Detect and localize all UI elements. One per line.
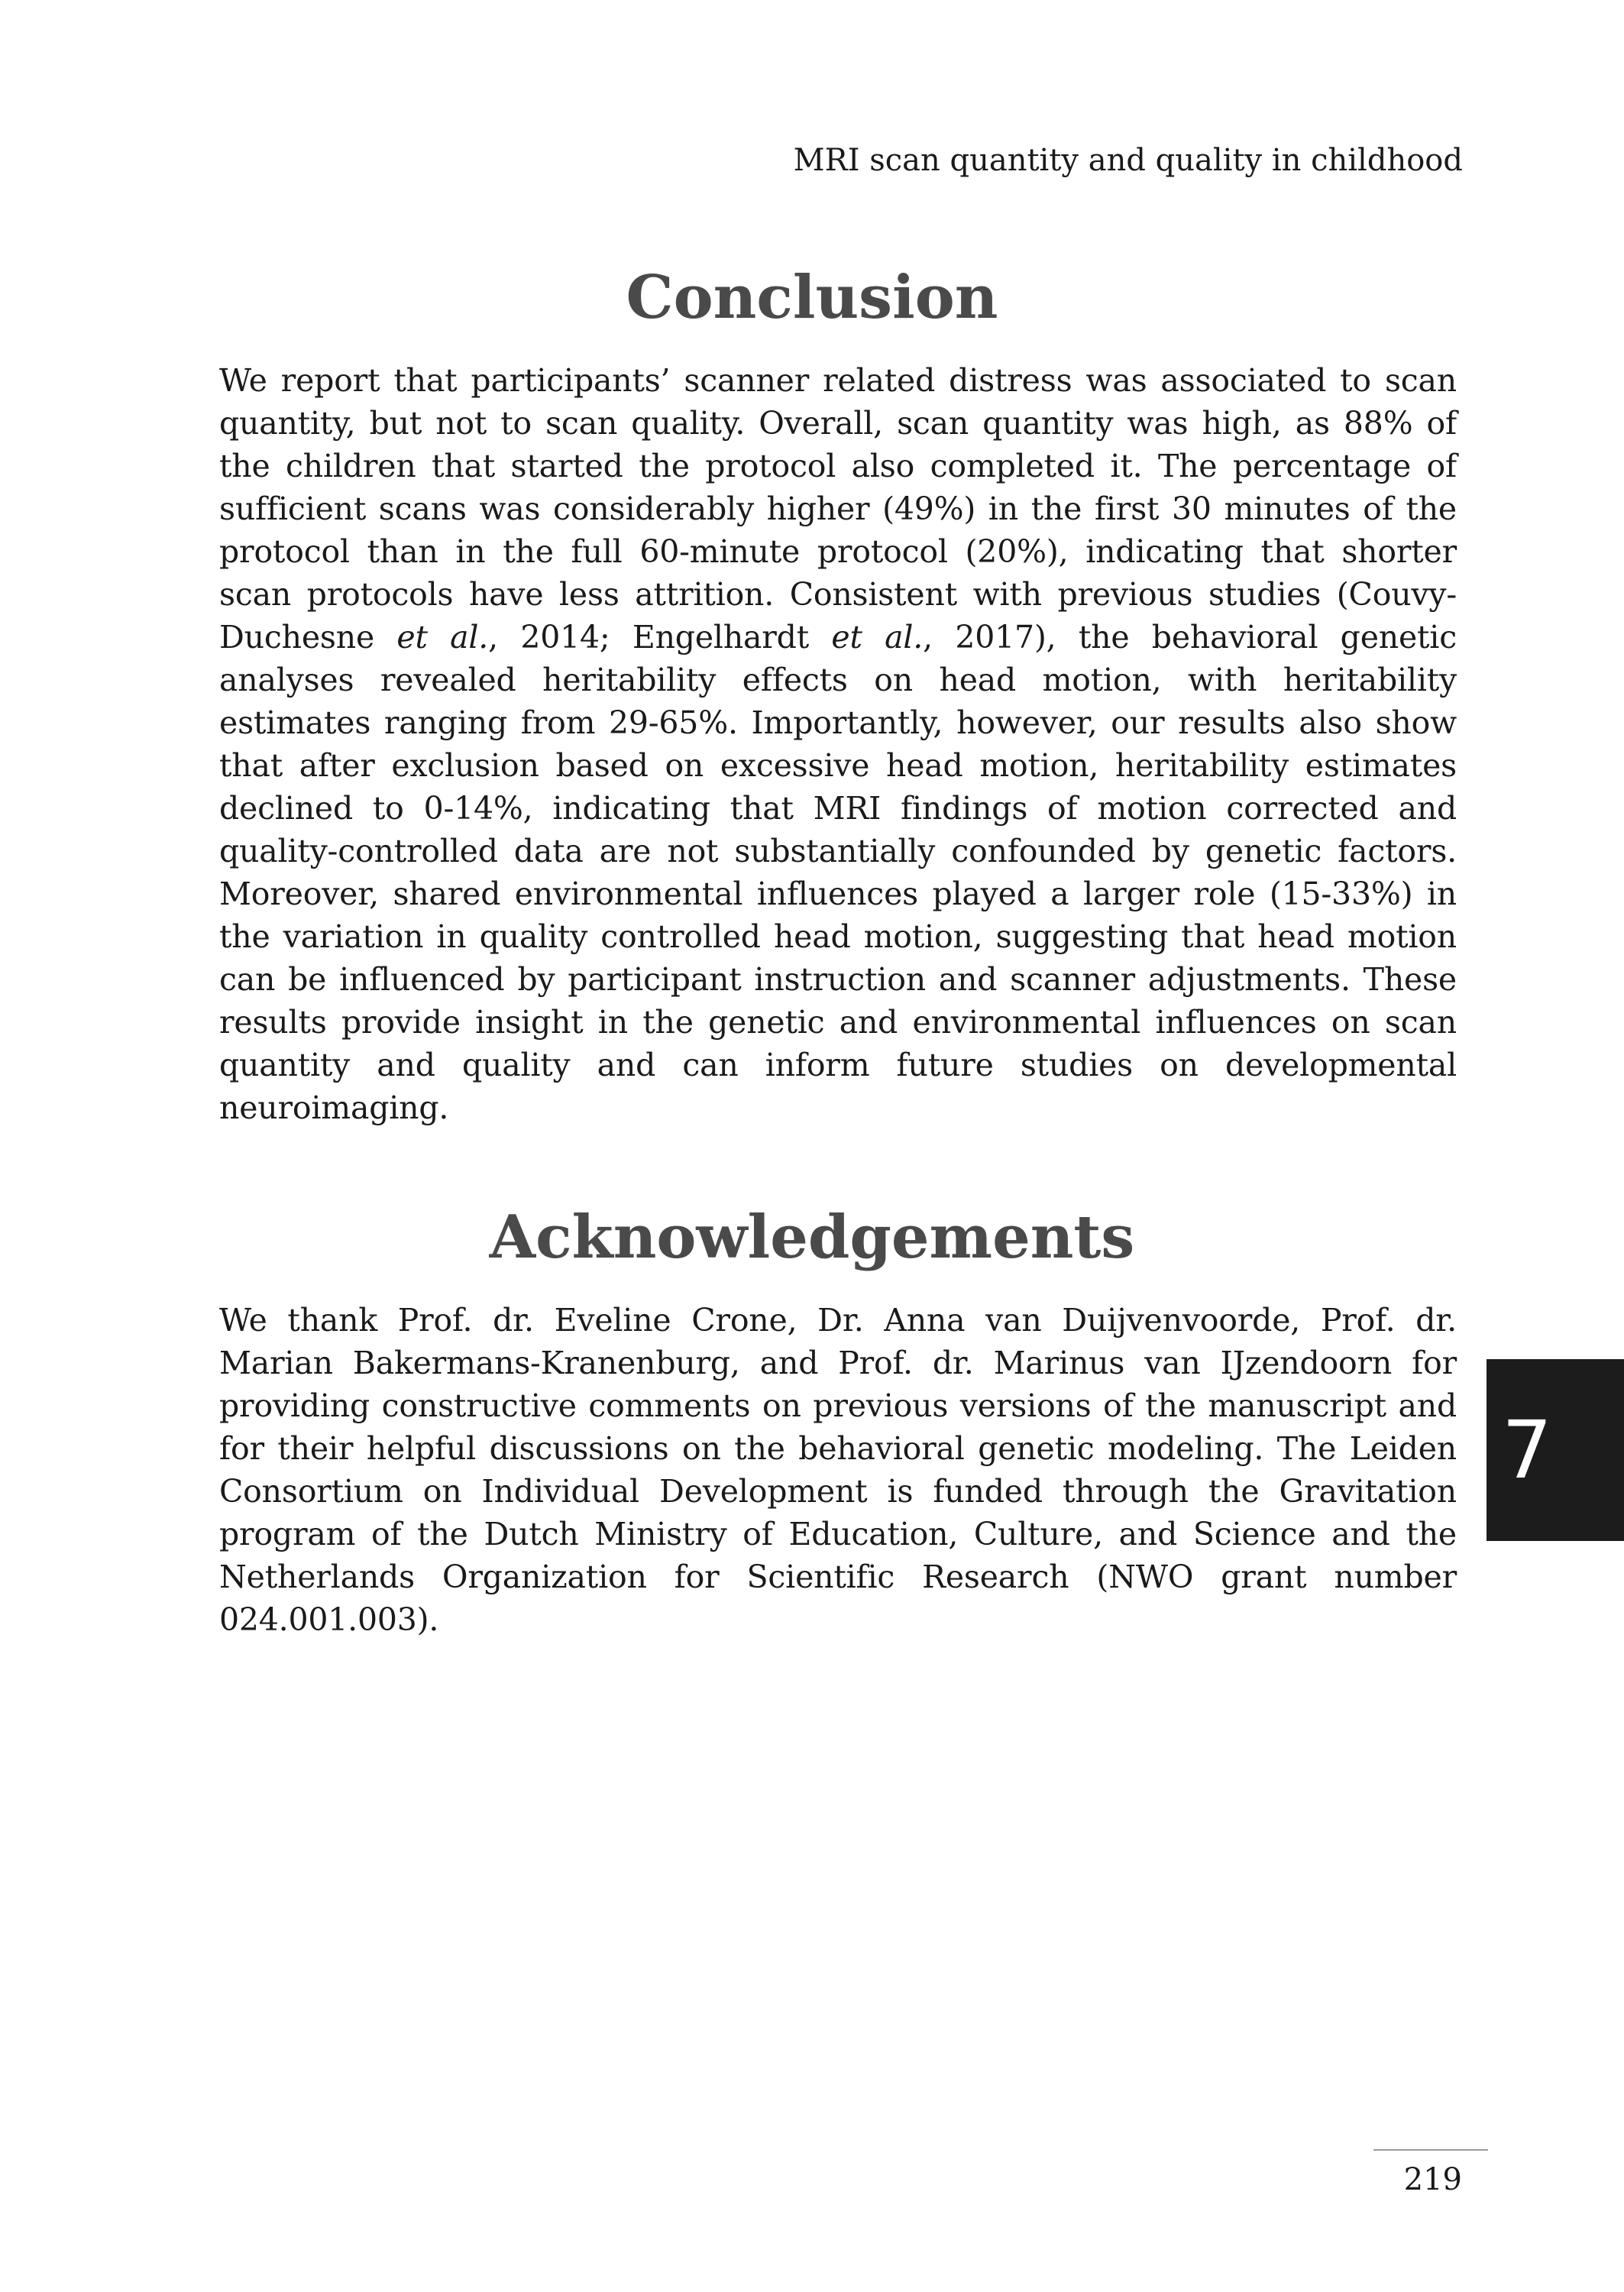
running-header: MRI scan quantity and quality in childhood [793,143,1463,178]
acknowledgements-paragraph: We thank Prof. dr. Eveline Crone, Dr. Anna van Duijvenvoorde, Prof. dr. Marian Bakermans-Kranenburg, and Prof. dr. Marinus van IJzendoorn for providing constructive comments on previous versions of the manuscript and for their helpful discussions on the behavioral genetic modeling. The Leiden Consortium on Individual Development is funded through the Gravitation program of the Dutch Ministry of Education, Culture, and Science and the Netherlands Organization for Scientific Research (NWO grant number 024.001.003). [219,1302,1457,1638]
conclusion-text-part-3: , 2017), the behavioral genetic analyses revealed heritability effects on head motion, with heritability estimates ranging from 29-65%. Importantly, however, our results also show that after exclusion based on excessive head motion, heritability estimates declined to 0-14%, indicating that MRI findings of motion corrected and quality-controlled data are not substantially confounded by genetic factors. Moreover, shared environmental influences played a larger role (15-33%) in the variation in quality controlled head motion, suggesting that head motion can be influenced by participant instruction and scanner adjustments. These results provide insight in the genetic and environmental influences on scan quantity and quality and can inform future studies on developmental neuroimaging. [219,619,1457,1126]
conclusion-heading: Conclusion [626,263,998,332]
chapter-number-tab: 7 [1487,1359,1624,1541]
conclusion-text-part-1: We report that participants’ scanner related distress was associated to scan quantity, but not to scan quality. Overall, scan quantity was high, as 88% of the children that started the protocol also completed it. The percentage of sufficient scans was considerably higher (49%) in the first 30 minutes of the protocol than in the full 60-minute protocol (20%), indicating that shorter scan protocols have less attrition. Consistent with previous studies (Couvy-Duchesne [219,362,1457,656]
et-al-citation-2: et al. [831,619,924,656]
footer-divider [1373,2149,1488,2151]
conclusion-text-part-2: , 2014; Engelhardt [488,619,832,656]
et-al-citation-1: et al. [396,619,489,656]
conclusion-paragraph [219,359,1457,1129]
page-number: 219 [1403,2162,1462,2197]
acknowledgements-heading: Acknowledgements [489,1203,1135,1272]
